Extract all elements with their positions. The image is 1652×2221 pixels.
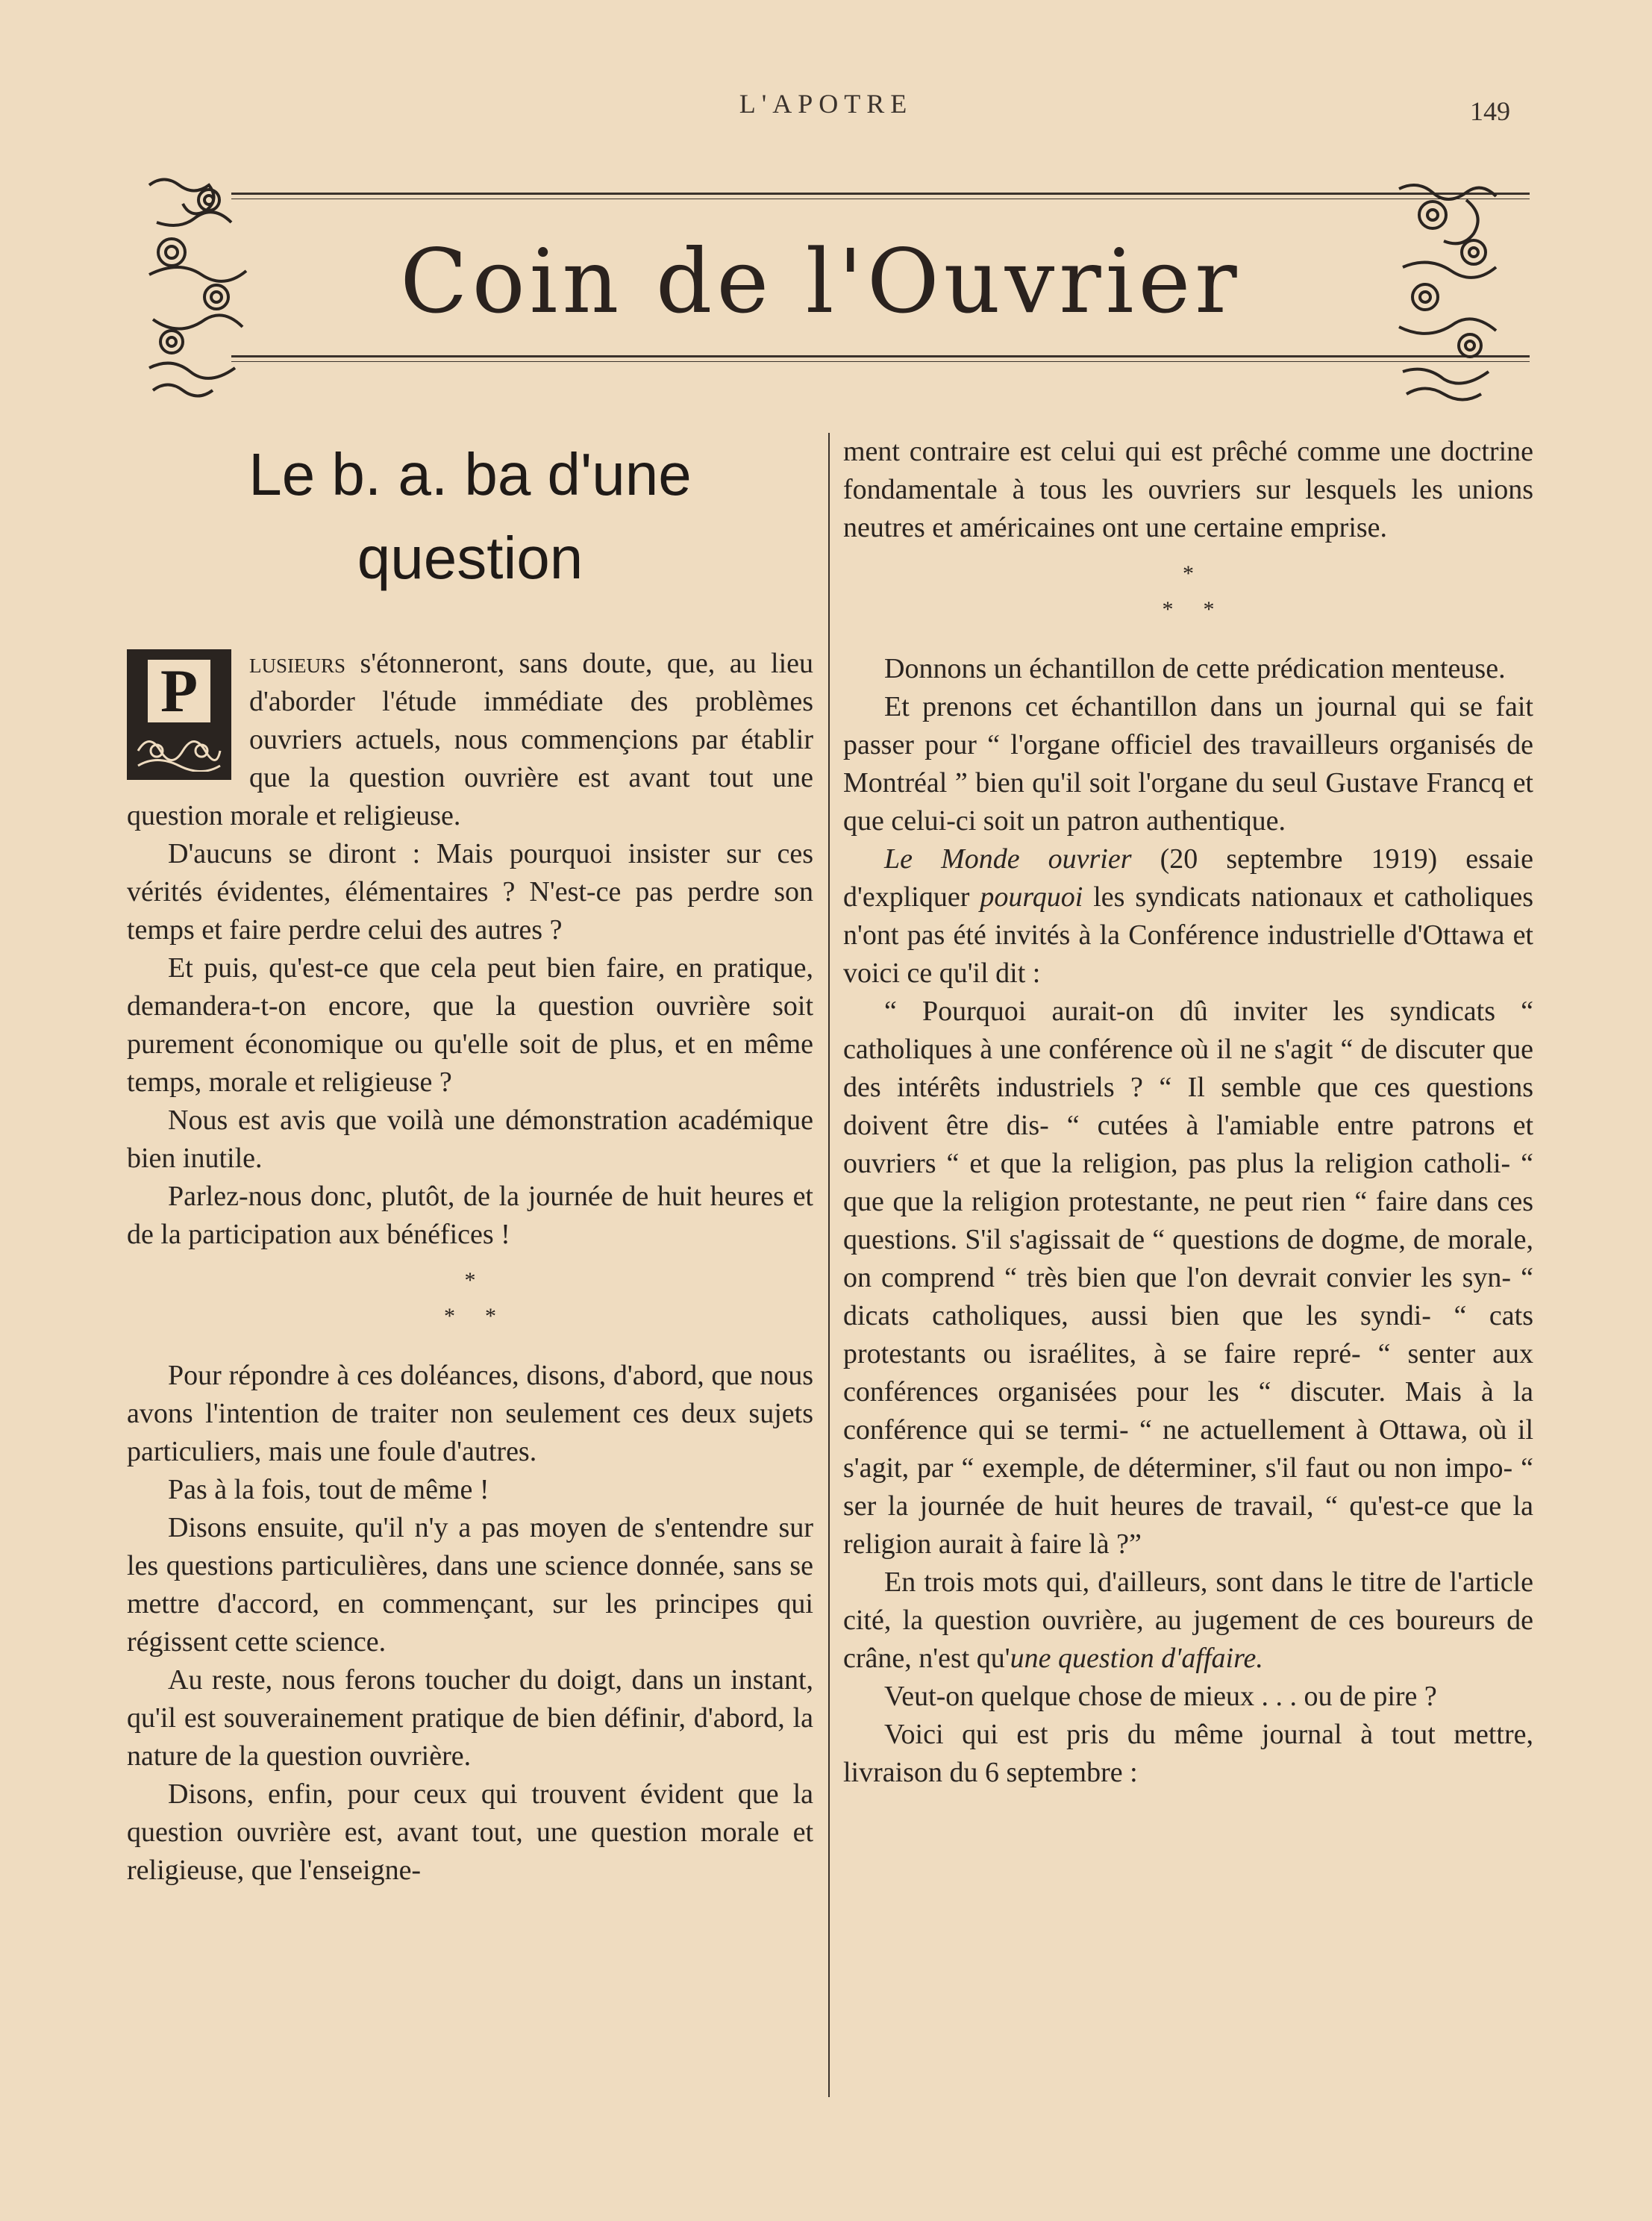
newspaper-title: Le Monde ouvrier [884, 843, 1132, 875]
drop-cap-ornament-icon [134, 728, 224, 772]
separator-star: * [444, 1304, 485, 1328]
right-paragraph-4: Le Monde ouvrier (20 septembre 1919) essaie d'expliquer pourquoi les syndicats nationaux et catholiques n'ont pas été invités à la Conférence industrielle d'Ottawa et voici ce qu'il dit : [843, 843, 1533, 989]
paragraph-9: Au reste, nous ferons toucher du doigt, dans un instant, qu'il est souverainement pratique de bien définir, d'abord, la nature de la question ouvrière. [127, 1664, 813, 1772]
section-separator [127, 1263, 813, 1334]
paragraph-4: Nous est avis que voilà une démonstration académique bien inutile. [127, 1105, 813, 1174]
drop-cap [127, 649, 231, 780]
section-separator [843, 556, 1533, 628]
right-scroll-ornament [1392, 178, 1504, 402]
opening-paragraph [127, 645, 813, 835]
right-paragraph-7: Voici qui est pris du même journal à tout mettre, livraison du 6 septembre : [843, 1719, 1533, 1788]
right-column [843, 433, 1533, 1792]
paragraph-1: s'étonneront, sans doute, que, au lieu d'aborder l'étude immédiate des problèmes ouvriers actuels, nous commençions par établir que la question ouvrière est avant tout une question morale et religieuse. [127, 648, 814, 831]
drop-cap-letter: P [148, 660, 210, 722]
separator-star: * [485, 1304, 526, 1328]
right-paragraph-6: Veut-on quelque chose de mieux . . . ou de pire ? [884, 1681, 1437, 1712]
separator-star: * [464, 1268, 476, 1293]
banner-top-rule [231, 193, 1530, 195]
paragraph-6: Pour répondre à ces doléances, disons, d'abord, que nous avons l'intention de traiter non seulement ces deux sujets particuliers, mais une foule d'autres. [127, 1360, 813, 1467]
separator-star: * [1162, 597, 1204, 622]
section-banner [142, 170, 1500, 402]
emphasis-phrase: une question d'affaire. [1010, 1643, 1263, 1674]
banner-bottom-rule [231, 355, 1530, 357]
emphasis-word: pourquoi [980, 881, 1083, 913]
dropcap-continuation: lusieurs [249, 648, 346, 679]
paragraph-8: Disons ensuite, qu'il n'y a pas moyen de s'entendre sur les questions particulières, dans une science donnée, sans se mettre d'accord, en commençant, sur les principes qui régissent cette science. [127, 1512, 813, 1658]
separator-star: * [1183, 561, 1194, 586]
banner-title: Coin de l'Ouvrier [400, 230, 1242, 333]
right-paragraph-2: Donnons un échantillon de cette prédication menteuse. [884, 653, 1506, 684]
page-number: 149 [1470, 96, 1510, 126]
right-paragraph-1: ment contraire est celui qui est prêché comme une doctrine fondamentale à tous les ouvriers sur lesquels les unions neutres et américaines ont une certaine emprise. [843, 436, 1533, 543]
running-title: L'APOTRE [739, 89, 913, 119]
article-title-line2: question [357, 525, 583, 591]
paragraph-5: Parlez-nous donc, plutôt, de la journée de huit heures et de la participation aux bénéfices ! [127, 1181, 813, 1250]
article-title-line1: Le b. a. ba d'une [248, 441, 692, 507]
banner-bottom-rule-thin [231, 361, 1530, 362]
paragraph-3: Et puis, qu'est-ce que cela peut bien faire, en pratique, demandera-t-on encore, que la question ouvrière soit purement économique ou qu'elle soit de plus, et en même temps, morale et religieuse ? [127, 952, 813, 1098]
separator-star: * [1203, 597, 1245, 622]
column-divider [828, 433, 830, 2097]
quoted-passage: “ Pourquoi aurait-on dû inviter les syndicats “ catholiques à une conférence où il ne s'agit “ de discuter que des intérêts industriels ? “ Il semble que ces questions doivent être dis- “ cutées à l'amiable entre patrons et ouvriers “ et que la religion, pas plus la religion catholi- “ que que la religion protestante, ne peut rien “ faire dans ces questions. S'il s'agissait de “ questions de dogme, de morale, on comprend “ très bien que l'on devrait convier les syn- “ dicats catholiques, aussi bien que les syndi- “ cats protestants ou israélites, à se faire repré- “ senter aux conférences organisées pour les “ discuter. Mais à la conférence qui se termi- “ ne actuellement à Ottawa, où il s'agit, par “ exemple, de déterminer, s'il faut ou non impo- “ ser la journée de huit heures de travail, “ qu'est-ce que la religion aurait à faire là ?” [843, 996, 1533, 1560]
paragraph-10: Disons, enfin, pour ceux qui trouvent évident que la question ouvrière est, avant tout, une question morale et religieuse, que l'enseigne- [127, 1778, 813, 1886]
left-column [127, 433, 813, 1890]
paragraph-7: Pas à la fois, tout de même ! [168, 1474, 489, 1505]
article-title [127, 433, 813, 600]
right-paragraph-5: En trois mots qui, d'ailleurs, sont dans le titre de l'article cité, la question ouvrière, au jugement de ces boureurs de crâne, n'est qu'une question d'affaire. [843, 1566, 1533, 1674]
paragraph-2: D'aucuns se diront : Mais pourquoi insister sur ces vérités évidentes, élémentaires ? N'est-ce pas perdre son temps et faire perdre celui des autres ? [127, 838, 813, 946]
right-paragraph-3: Et prenons cet échantillon dans un journal qui se fait passer pour “ l'organe officiel des travailleurs organisés de Montréal ” bien qu'il soit l'organe du seul Gustave Francq et que celui-ci soit un patron authentique. [843, 691, 1533, 837]
